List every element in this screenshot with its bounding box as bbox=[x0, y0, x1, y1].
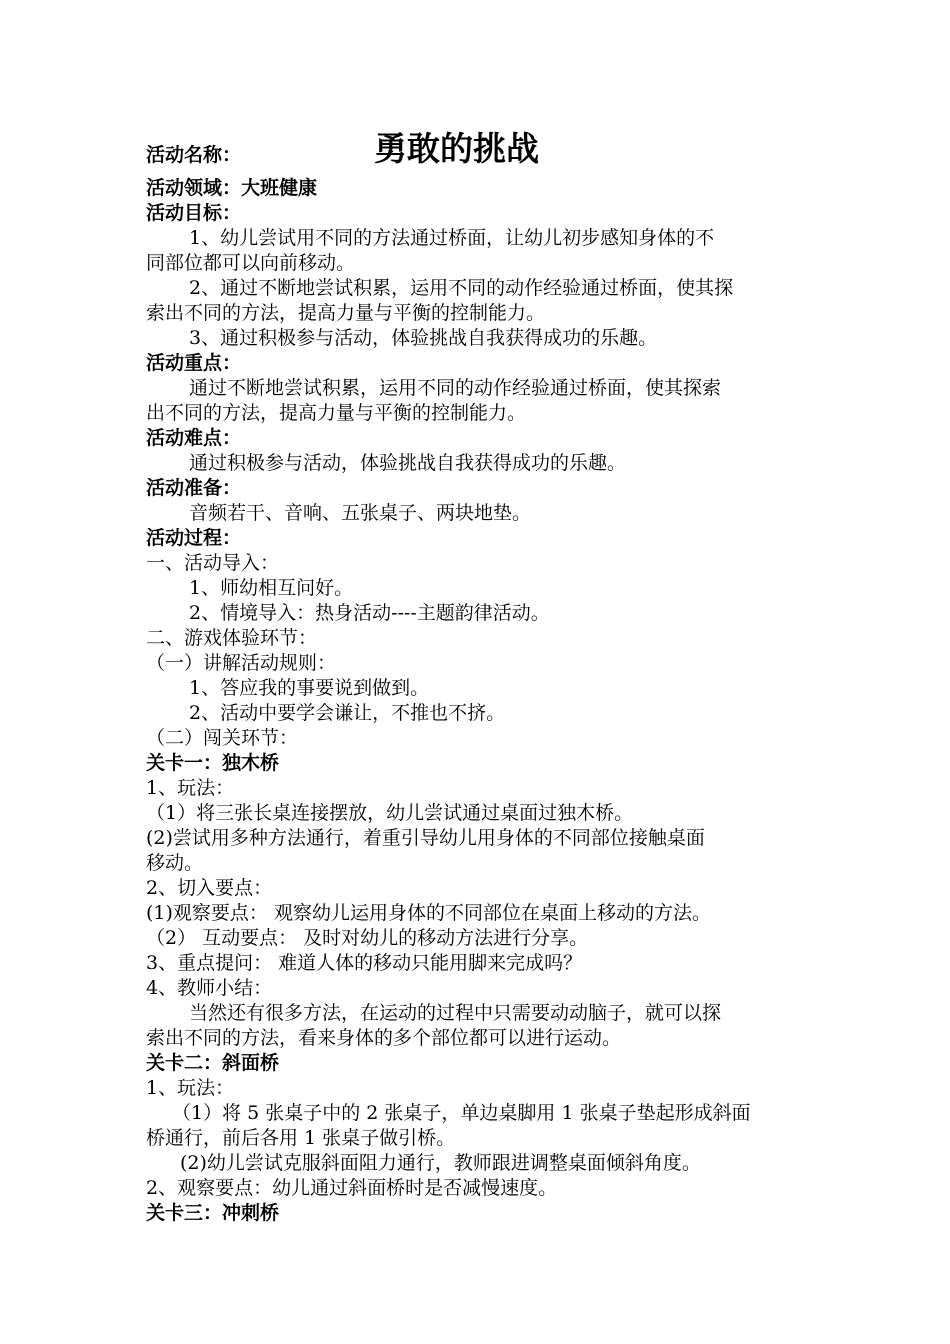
level-line: 4、教师小结： bbox=[146, 977, 273, 999]
process-line: 1、师幼相互问好。 bbox=[189, 577, 354, 599]
section-heading-difficulty: 活动难点： bbox=[146, 427, 242, 449]
activity-domain: 活动领域：大班健康 bbox=[146, 177, 318, 199]
rule-line: 1、答应我的事要说到做到。 bbox=[189, 677, 430, 699]
level-line: 1、玩法： bbox=[146, 777, 235, 799]
level-line: （1）将 5 张桌子中的 2 张桌子，单边桌脚用 1 张桌子垫起形成斜面 bbox=[172, 1102, 751, 1124]
section-heading-preparation: 活动准备： bbox=[146, 477, 242, 499]
section-heading-key-point: 活动重点： bbox=[146, 352, 242, 374]
goal-line: 2、通过不断地尝试积累，运用不同的动作经验通过桥面，使其探 bbox=[189, 277, 734, 299]
level-line: (2)幼儿尝试克服斜面阻力通行，教师跟进调整桌面倾斜角度。 bbox=[180, 1152, 701, 1174]
level-line: (1)观察要点： 观察幼儿运用身体的不同部位在桌面上移动的方法。 bbox=[146, 902, 711, 924]
level-line: 移动。 bbox=[146, 852, 204, 874]
section-heading-goals: 活动目标： bbox=[146, 202, 242, 224]
key-point-line: 通过不断地尝试积累，运用不同的动作经验通过桥面，使其探索 bbox=[189, 377, 722, 399]
process-line: 2、情境导入：热身活动----主题韵律活动。 bbox=[189, 602, 550, 624]
level-line: 3、重点提问： 难道人体的移动只能用脚来完成吗？ bbox=[146, 952, 583, 974]
document-title: 勇敢的挑战 bbox=[374, 129, 539, 168]
section-heading-process: 活动过程： bbox=[146, 527, 242, 549]
summary-line: 当然还有很多方法，在运动的过程中只需要动动脑子，就可以探 bbox=[189, 1002, 722, 1024]
process-step-heading: 一、活动导入： bbox=[146, 552, 280, 574]
process-sub-heading: （一）讲解活动规则： bbox=[146, 652, 337, 674]
summary-line: 索出不同的方法，看来身体的多个部位都可以进行运动。 bbox=[146, 1027, 622, 1049]
activity-name-label: 活动名称： bbox=[146, 144, 242, 166]
level-line: 桥通行，前后各用 1 张桌子做引桥。 bbox=[146, 1127, 456, 1149]
rule-line: 2、活动中要学会谦让，不推也不挤。 bbox=[189, 702, 506, 724]
process-sub-heading: （二）闯关环节： bbox=[146, 727, 299, 749]
preparation-line: 音频若干、音响、五张桌子、两块地垫。 bbox=[189, 502, 532, 524]
goal-line: 索出不同的方法，提高力量与平衡的控制能力。 bbox=[146, 302, 546, 324]
level-line: 2、切入要点： bbox=[146, 877, 273, 899]
goal-line: 1、幼儿尝试用不同的方法通过桥面，让幼儿初步感知身体的不 bbox=[189, 227, 715, 249]
difficulty-line: 通过积极参与活动，体验挑战自我获得成功的乐趣。 bbox=[189, 452, 627, 474]
goal-line: 同部位都可以向前移动。 bbox=[146, 252, 356, 274]
level-line: (2)尝试用多种方法通行，着重引导幼儿用身体的不同部位接触桌面 bbox=[146, 827, 705, 849]
key-point-line: 出不同的方法，提高力量与平衡的控制能力。 bbox=[146, 402, 527, 424]
level-line: 2、观察要点：幼儿通过斜面桥时是否减慢速度。 bbox=[146, 1177, 558, 1199]
level-three-heading: 关卡三：冲刺桥 bbox=[146, 1202, 280, 1224]
level-line: 1、玩法： bbox=[146, 1077, 235, 1099]
level-line: （1）将三张长桌连接摆放，幼儿尝试通过桌面过独木桥。 bbox=[146, 802, 634, 824]
level-two-heading: 关卡二：斜面桥 bbox=[146, 1052, 280, 1074]
level-line: （2） 互动要点： 及时对幼儿的移动方法进行分享。 bbox=[146, 927, 589, 949]
level-one-heading: 关卡一：独木桥 bbox=[146, 752, 280, 774]
process-step-heading: 二、游戏体验环节： bbox=[146, 627, 318, 649]
goal-line: 3、通过积极参与活动，体验挑战自我获得成功的乐趣。 bbox=[189, 327, 658, 349]
